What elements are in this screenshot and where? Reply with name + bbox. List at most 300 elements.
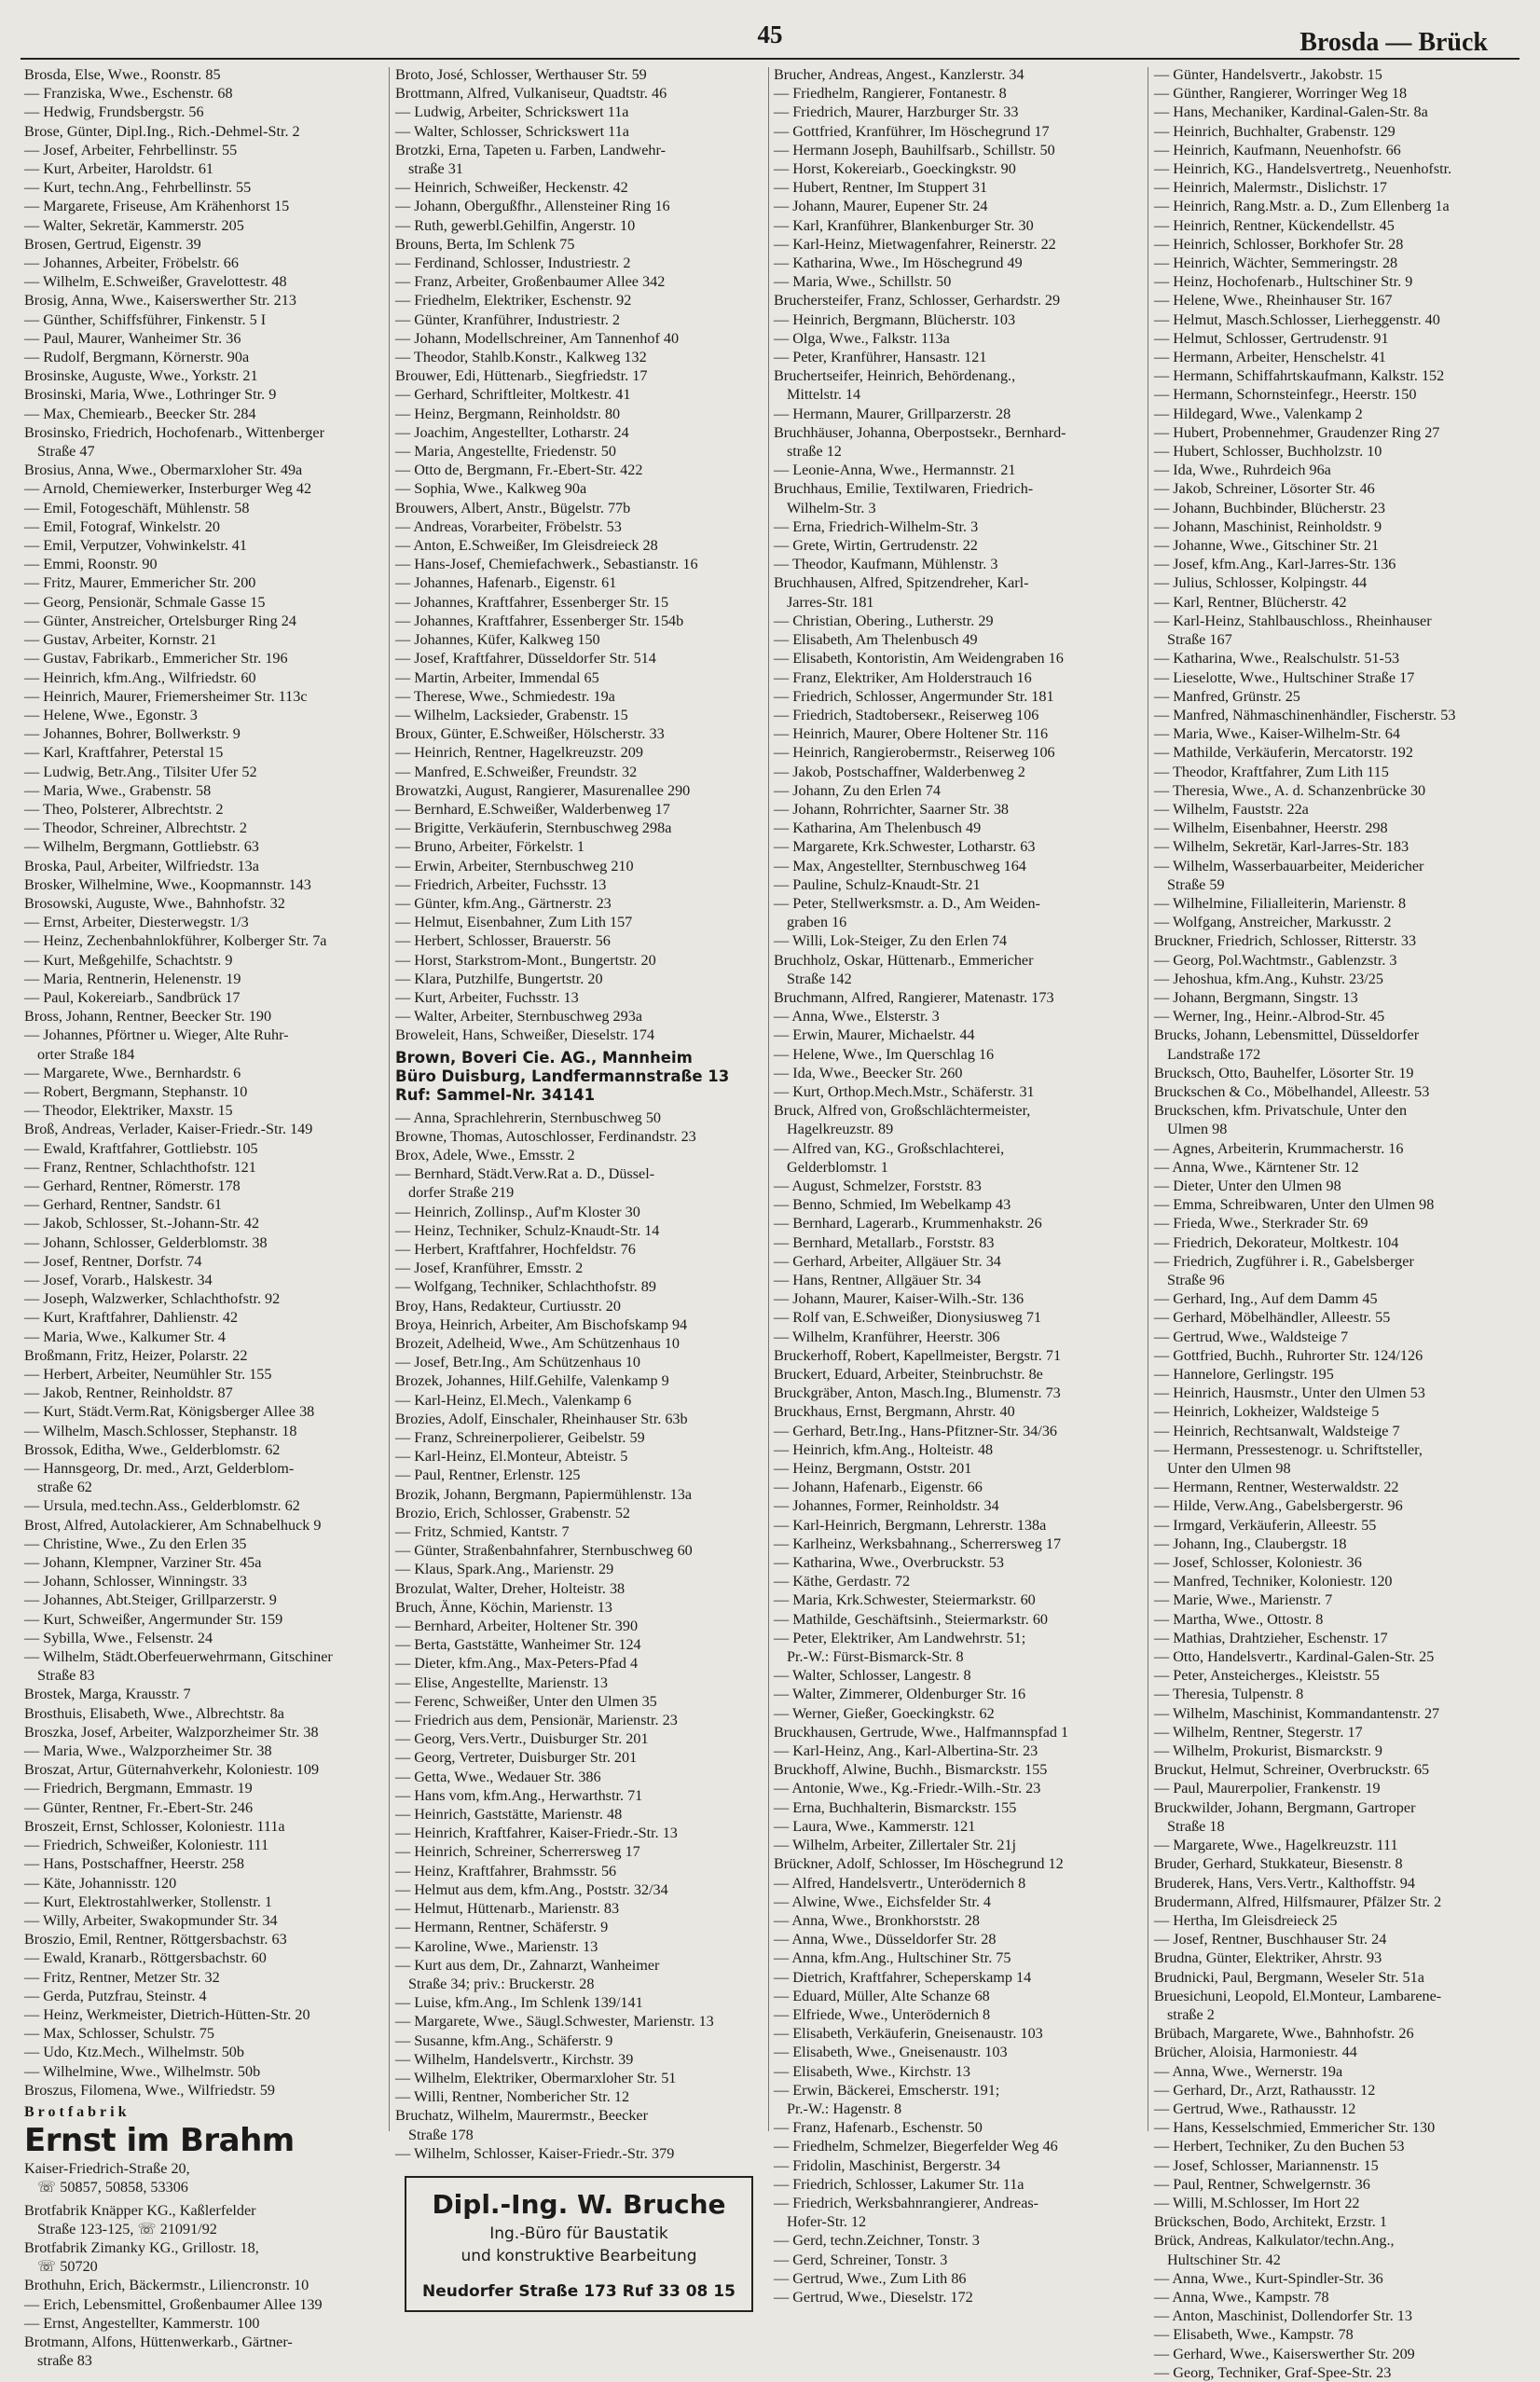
directory-entry: — Theodor, Schreiner, Albrechtstr. 2: [24, 819, 247, 837]
directory-entry: — Heinrich, Schweißer, Heckenstr. 42: [395, 179, 628, 197]
directory-entry-continuation: Straße 123-125, ☏ 21091/92: [37, 2220, 217, 2237]
directory-entry: — Elisabeth, Am Thelenbusch 49: [774, 631, 978, 649]
directory-entry: Brox, Adele, Wwe., Emsstr. 2: [395, 1146, 575, 1163]
directory-entry: — Kurt, Meßgehilfe, Schachtstr. 9: [24, 951, 233, 969]
directory-entry: — Berta, Gaststätte, Wanheimer Str. 124: [395, 1636, 641, 1654]
directory-column-3: [774, 65, 1141, 2306]
directory-entry: — Hermann, Rentner, Westerwaldstr. 22: [1154, 1479, 1399, 1496]
directory-entry: — Maria, Rentnerin, Helenenstr. 19: [24, 970, 241, 987]
directory-entry: — Anna, Wwe., Bronkhorststr. 28: [774, 1911, 980, 1929]
directory-entry: — Emil, Fotograf, Winkelstr. 20: [24, 517, 220, 535]
directory-entry: — Johannes, Former, Reinholdstr. 34: [774, 1497, 999, 1515]
directory-entry: — Walter, Schlosser, Schrickswert 11a: [395, 122, 629, 140]
directory-entry: — Katharina, Wwe., Realschulstr. 51-53: [1154, 650, 1400, 668]
directory-entry: — Kurt, Städt.Verm.Rat, Königsberger Allee 38: [24, 1403, 315, 1421]
directory-entry: — Robert, Bergmann, Stephanstr. 10: [24, 1082, 248, 1100]
directory-entry: — Theo, Polsterer, Albrechtstr. 2: [24, 800, 224, 818]
directory-entry-continuation: ☏ 50720: [37, 2258, 98, 2276]
directory-entry-continuation: Straße 167: [1167, 631, 1232, 649]
directory-entry: — Johanne, Wwe., Gitschiner Str. 21: [1154, 537, 1380, 555]
directory-entry-continuation: Unter den Ulmen 98: [1167, 1460, 1291, 1478]
directory-entry: Bross, Johann, Rentner, Beecker Str. 190: [24, 1008, 272, 1026]
directory-entry: — Ernst, Angestellter, Kammerstr. 100: [24, 2314, 260, 2332]
directory-entry: — Heinrich, Rangierobermstr., Reiserweg 106: [774, 744, 1055, 762]
directory-entry-continuation: Landstraße 172: [1167, 1045, 1261, 1063]
directory-entry: — Gerhard, Betr.Ing., Hans-Pfitzner-Str. 34/36: [774, 1422, 1058, 1439]
directory-entry: Brotmann, Alfons, Hüttenwerkarb., Gärtner-: [24, 2333, 293, 2350]
directory-entry: — Johann, Schlosser, Gelderblomstr. 38: [24, 1233, 268, 1251]
directory-entry: — Hermann, Schornsteinfegr., Heerstr. 150: [1154, 386, 1417, 404]
directory-entry: — Ruth, gewerbl.Gehilfin, Angerstr. 10: [395, 216, 636, 234]
directory-entry: — Paul, Maurerpolier, Frankenstr. 19: [1154, 1780, 1381, 1797]
directory-entry: — Peter, Elektriker, Am Landwehrstr. 51;: [774, 1629, 1026, 1646]
entry-list: [395, 65, 763, 1045]
directory-entry: — Georg, Pensionär, Schmale Gasse 15: [24, 593, 266, 611]
directory-entry: — Josef, Rentner, Buschhauser Str. 24: [1154, 1931, 1387, 1948]
directory-entry: — Friedrich, Schweißer, Koloniestr. 111: [24, 1837, 269, 1854]
directory-entry: — Hannsgeorg, Dr. med., Arzt, Gelderblom-: [24, 1460, 295, 1478]
directory-entry: Brosen, Gertrud, Eigenstr. 39: [24, 235, 201, 253]
directory-entry: — Anna, Wwe., Elsterstr. 3: [774, 1008, 940, 1026]
directory-entry: — Bernhard, Metallarb., Forststr. 83: [774, 1233, 995, 1251]
directory-entry: — Heinz, Zechenbahnlokführer, Kolberger Str. 7a: [24, 932, 327, 950]
directory-entry: Bruchersteifer, Franz, Schlosser, Gerhardstr. 29: [774, 292, 1061, 310]
directory-entry: Bruch, Änne, Köchin, Marienstr. 13: [395, 1598, 612, 1616]
directory-entry: Broß, Andreas, Verlader, Kaiser-Friedr.-Str. 149: [24, 1121, 313, 1138]
directory-entry: — Elisabeth, Wwe., Kirchstr. 13: [774, 2062, 970, 2080]
directory-entry: — Paul, Rentner, Schwelgernstr. 36: [1154, 2175, 1370, 2193]
directory-entry: — Max, Schlosser, Schulstr. 75: [24, 2025, 214, 2043]
directory-entry: Brücher, Aloisia, Harmoniestr. 44: [1154, 2044, 1357, 2061]
directory-entry: Browne, Thomas, Autoschlosser, Ferdinandstr. 23: [395, 1127, 696, 1145]
directory-entry: — Benno, Schmied, Im Webelkamp 43: [774, 1196, 1011, 1214]
directory-entry: — Johann, Obergußfhr., Allensteiner Ring 16: [395, 198, 670, 215]
directory-entry: — Jehoshua, kfm.Ang., Kuhstr. 23/25: [1154, 970, 1383, 987]
directory-entry: — Fritz, Rentner, Metzer Str. 32: [24, 1968, 220, 1986]
directory-entry: — Josef, Kraftfahrer, Düsseldorfer Str. 514: [395, 650, 656, 668]
directory-entry: Brotzki, Erna, Tapeten u. Farben, Landwehr-: [395, 141, 666, 158]
directory-entry: — Maria, Wwe., Schillstr. 50: [774, 273, 952, 291]
entry-list: [1154, 65, 1525, 2382]
directory-entry-continuation: straße 31: [408, 160, 463, 178]
directory-entry: — Herbert, Schlosser, Brauerstr. 56: [395, 932, 611, 950]
directory-entry: — Gerd, techn.Zeichner, Tonstr. 3: [774, 2232, 980, 2250]
directory-entry: — Johannes, Hafenarb., Eigenstr. 61: [395, 574, 617, 592]
directory-entry: — Erna, Friedrich-Wilhelm-Str. 3: [774, 517, 979, 535]
page-range-heading: Brosda — Brück: [1299, 28, 1488, 57]
entry-list: [774, 65, 1141, 2306]
directory-entry: — Peter, Kranführer, Hansastr. 121: [774, 349, 987, 366]
directory-entry: — Andreas, Vorarbeiter, Fröbelstr. 53: [395, 517, 622, 535]
directory-entry: Bruderek, Hans, Vers.Vertr., Kalthoffstr. 94: [1154, 1874, 1415, 1892]
header-rule: [21, 58, 1519, 60]
advertisement-brotfabrik: [24, 2103, 382, 2197]
directory-entry: — Gerhard, Schriftleiter, Moltkestr. 41: [395, 386, 631, 404]
directory-entry: — Herbert, Kraftfahrer, Hochfeldstr. 76: [395, 1240, 636, 1258]
directory-entry: — Fritz, Maurer, Emmericher Str. 200: [24, 574, 256, 592]
directory-entry: Brosinski, Maria, Wwe., Lothringer Str. 9: [24, 386, 277, 404]
directory-entry: — Georg, Vertreter, Duisburger Str. 201: [395, 1749, 638, 1767]
directory-entry: — Ida, Wwe., Beecker Str. 260: [774, 1064, 963, 1081]
directory-entry: — Emil, Fotogeschäft, Mühlenstr. 58: [24, 499, 250, 516]
directory-entry: — Fritz, Schmied, Kantstr. 7: [395, 1523, 570, 1541]
directory-entry: Broszeit, Ernst, Schlosser, Koloniestr. 111a: [24, 1817, 285, 1835]
directory-entry: — Maria, Wwe., Grabenstr. 58: [24, 781, 212, 799]
directory-entry: Bruchhausen, Alfred, Spitzendreher, Karl-: [774, 574, 1029, 592]
directory-entry: — Wolfgang, Techniker, Schlachthofstr. 89: [395, 1278, 656, 1296]
directory-entry: Bruckgräber, Anton, Masch.Ing., Blumenstr. 73: [774, 1384, 1061, 1402]
box-line: Ing.-Büro für Baustatik: [489, 2224, 668, 2243]
directory-entry: — Heinrich, Zollinsp., Auf'm Kloster 30: [395, 1203, 640, 1220]
ad-line: Ruf: Sammel-Nr. 34141: [395, 1085, 596, 1104]
directory-entry: Bruck, Alfred von, Großschlächtermeister,: [774, 1102, 1031, 1120]
directory-entry-continuation: Straße 18: [1167, 1817, 1225, 1835]
directory-entry-continuation: Pr.-W.: Hagenstr. 8: [787, 2100, 902, 2117]
directory-entry: — Friedrich, Zugführer i. R., Gabelsberger: [1154, 1252, 1414, 1270]
directory-entry: — Heinz, Techniker, Schulz-Knaudt-Str. 14: [395, 1221, 660, 1239]
directory-entry: Broszus, Filomena, Wwe., Wilfriedstr. 59: [24, 2081, 275, 2099]
directory-entry: — Johann, Buchbinder, Blücherstr. 23: [1154, 499, 1385, 516]
directory-entry: — Wilhelm, Arbeiter, Zillertaler Str. 21j: [774, 1837, 1017, 1854]
directory-entry: — Ludwig, Arbeiter, Schrickswert 11a: [395, 103, 629, 121]
directory-entry: — Ferenc, Schweißer, Unter den Ulmen 35: [395, 1692, 657, 1710]
directory-entry-continuation: Hagelkreuzstr. 89: [787, 1121, 894, 1138]
directory-entry: — Willy, Arbeiter, Swakopmunder Str. 34: [24, 1911, 278, 1929]
directory-entry: — Anton, Maschinist, Dollendorfer Str. 13: [1154, 2307, 1412, 2325]
directory-entry: — Hermann, Rentner, Schäferstr. 9: [395, 1919, 609, 1936]
box-address: Neudorfer Straße 173 Ruf 33 08 15: [422, 2281, 736, 2301]
directory-entry: Bruckner, Friedrich, Schlosser, Ritterstr. 33: [1154, 932, 1417, 950]
directory-entry: — Hedwig, Frundsbergstr. 56: [24, 103, 204, 121]
directory-entry: Broux, Günter, E.Schweißer, Hölscherstr. 33: [395, 725, 665, 743]
directory-entry: — Ida, Wwe., Ruhrdeich 96a: [1154, 461, 1331, 479]
directory-entry: — Hans, Mechaniker, Kardinal-Galen-Str. 8a: [1154, 103, 1428, 121]
directory-entry: — Wilhelmine, Wwe., Wilhelmstr. 50b: [24, 2062, 261, 2080]
directory-entry: — Manfred, Grünstr. 25: [1154, 687, 1300, 705]
directory-entry: Brozulat, Walter, Dreher, Holteistr. 38: [395, 1579, 626, 1597]
directory-entry: — Walter, Sekretär, Kammerstr. 205: [24, 216, 244, 234]
directory-entry: — Agnes, Arbeiterin, Krummacherstr. 16: [1154, 1139, 1404, 1157]
directory-entry: Brosowski, Auguste, Wwe., Bahnhofstr. 32: [24, 894, 285, 912]
directory-entry: — Ewald, Kraftfahrer, Gottliebstr. 105: [24, 1139, 258, 1157]
directory-entry: — Heinz, Bergmann, Oststr. 201: [774, 1460, 972, 1478]
directory-entry: — Erich, Lebensmittel, Großenbaumer Allee 139: [24, 2295, 323, 2313]
entry-list: [395, 1108, 763, 2163]
directory-entry: — Gertrud, Wwe., Waldsteige 7: [1154, 1328, 1349, 1345]
directory-entry-continuation: straße 62: [37, 1479, 92, 1496]
directory-entry: Bruder, Gerhard, Stukkateur, Biesenstr. 8: [1154, 1855, 1403, 1873]
directory-entry: — Erwin, Maurer, Michaelstr. 44: [774, 1026, 975, 1044]
directory-entry: — Josef, Schlosser, Mariannenstr. 15: [1154, 2156, 1379, 2174]
directory-entry: — Leonie-Anna, Wwe., Hermannstr. 21: [774, 461, 1016, 479]
directory-entry: — Irmgard, Verkäuferin, Alleestr. 55: [1154, 1516, 1377, 1534]
column-divider: [768, 67, 769, 2131]
directory-entry: — Johann, Maschinist, Reinholdstr. 9: [1154, 517, 1382, 535]
directory-entry: — Georg, Techniker, Graf-Spee-Str. 23: [1154, 2363, 1392, 2381]
directory-entry: — Johann, Bergmann, Singstr. 13: [1154, 988, 1358, 1006]
directory-entry-continuation: Straße 83: [37, 1667, 95, 1685]
directory-entry: Brozik, Johann, Bergmann, Papiermühlenstr. 13a: [395, 1485, 693, 1503]
directory-entry: — Johann, Hafenarb., Eigenstr. 66: [774, 1479, 983, 1496]
directory-entry: — Helmut aus dem, kfm.Ang., Poststr. 32/34: [395, 1880, 668, 1898]
directory-entry: — Paul, Maurer, Wanheimer Str. 36: [24, 329, 241, 347]
directory-entry: Brudna, Günter, Elektriker, Ahrstr. 93: [1154, 1949, 1382, 1967]
directory-entry: — Katharina, Am Thelenbusch 49: [774, 819, 982, 837]
directory-entry: — Friedrich, Werksbahnrangierer, Andreas-: [774, 2194, 1039, 2211]
directory-entry: — Wilhelm, E.Schweißer, Gravelottestr. 48: [24, 273, 287, 291]
directory-entry: — Otto, Handelsvertr., Kardinal-Galen-Str. 25: [1154, 1648, 1435, 1666]
directory-entry: — Klaus, Spark.Ang., Marienstr. 29: [395, 1561, 614, 1578]
directory-entry: — Christian, Obering., Lutherstr. 29: [774, 612, 994, 629]
directory-entry: — Hubert, Schlosser, Buchholzstr. 10: [1154, 443, 1382, 461]
directory-entry: Bruckut, Helmut, Schreiner, Overbruckstr. 65: [1154, 1761, 1430, 1779]
directory-entry: — Elisabeth, Wwe., Kampstr. 78: [1154, 2326, 1354, 2344]
advertisement-bruche-box: [405, 2176, 753, 2312]
directory-entry: — Maria, Wwe., Kaiser-Wilhelm-Str. 64: [1154, 725, 1400, 743]
directory-entry: — Johannes, Kraftfahrer, Essenberger Str. 15: [395, 593, 669, 611]
directory-entry: — Friedhelm, Schmelzer, Biegerfelder Weg 46: [774, 2138, 1058, 2155]
directory-entry: — Theodor, Stahlb.Konstr., Kalkweg 132: [395, 349, 647, 366]
directory-entry: — Rolf van, E.Schweißer, Dionysiusweg 71: [774, 1309, 1042, 1327]
ad-line: Brown, Boveri Cie. AG., Mannheim: [395, 1048, 693, 1067]
directory-entry: — Anna, Wwe., Kurt-Spindler-Str. 36: [1154, 2269, 1383, 2287]
directory-entry: — Hans, Kesselschmied, Emmericher Str. 130: [1154, 2119, 1436, 2137]
directory-entry: — Franz, Hafenarb., Eschenstr. 50: [774, 2119, 983, 2137]
directory-entry: — Johannes, Bohrer, Bollwerkstr. 9: [24, 725, 241, 743]
directory-entry-continuation: Mittelstr. 14: [787, 386, 861, 404]
directory-entry: — Lieselotte, Wwe., Hultschiner Straße 17: [1154, 668, 1415, 686]
directory-entry: — Gerhard, Dr., Arzt, Rathausstr. 12: [1154, 2081, 1376, 2099]
directory-entry: — Franziska, Wwe., Eschenstr. 68: [24, 85, 233, 103]
directory-column-1: [24, 65, 382, 2370]
directory-entry: — Gottfried, Buchh., Ruhrorter Str. 124/126: [1154, 1346, 1423, 1364]
directory-entry: — Ernst, Arbeiter, Diesterwegstr. 1/3: [24, 914, 249, 931]
directory-entry: — Therese, Wwe., Schmiedestr. 19a: [395, 687, 615, 705]
directory-entry: — Martha, Wwe., Ottostr. 8: [1154, 1610, 1324, 1628]
directory-entry: — Karl-Heinrich, Bergmann, Lehrerstr. 138a: [774, 1516, 1047, 1534]
directory-entry: — Paul, Rentner, Erlenstr. 125: [395, 1466, 581, 1484]
directory-entry: — Johann, Ing., Claubergstr. 18: [1154, 1535, 1347, 1552]
directory-entry: — Friedrich, Bergmann, Emmastr. 19: [24, 1780, 253, 1797]
directory-entry: — Heinrich, Kaufmann, Neuenhofstr. 66: [1154, 141, 1401, 158]
directory-entry: — Karl-Heinz, Stahlbauschloss., Rheinhauser: [1154, 612, 1432, 629]
directory-entry: — Wilhelm, Sekretär, Karl-Jarres-Str. 183: [1154, 838, 1409, 856]
directory-entry: — Frieda, Wwe., Sterkrader Str. 69: [1154, 1215, 1368, 1232]
directory-entry: — Joachim, Angestellter, Lotharstr. 24: [395, 423, 629, 441]
directory-entry: — Horst, Kokereiarb., Goeckingkstr. 90: [774, 160, 1016, 178]
directory-entry: — Margarete, Friseuse, Am Krähenhorst 15: [24, 198, 290, 215]
directory-entry: Brudnicki, Paul, Bergmann, Weseler Str. 51a: [1154, 1968, 1424, 1986]
directory-entry: — Elisabeth, Verkäuferin, Gneisenaustr. 103: [774, 2025, 1043, 2043]
directory-entry: Broßmann, Fritz, Heizer, Polarstr. 22: [24, 1346, 248, 1364]
directory-entry: — Susanne, kfm.Ang., Schäferstr. 9: [395, 2031, 613, 2049]
directory-entry: — Helene, Wwe., Rheinhauser Str. 167: [1154, 292, 1393, 310]
directory-entry: — Kurt, Orthop.Mech.Mstr., Schäferstr. 31: [774, 1082, 1035, 1100]
directory-entry-continuation: Straße 47: [37, 443, 95, 461]
directory-entry: — Heinz, Werkmeister, Dietrich-Hütten-Str. 20: [24, 2005, 310, 2023]
directory-entry: — Pauline, Schulz-Knaudt-Str. 21: [774, 875, 981, 893]
directory-entry: — Heinrich, Malermstr., Dislichstr. 17: [1154, 179, 1387, 197]
ad-line: Büro Duisburg, Landfermannstraße 13: [395, 1067, 730, 1085]
directory-entry: — Wilhelm, Lacksieder, Grabenstr. 15: [395, 706, 628, 723]
directory-entry: Bruckerhoff, Robert, Kapellmeister, Bergstr. 71: [774, 1346, 1062, 1364]
directory-entry: — Jakob, Schreiner, Lösorter Str. 46: [1154, 480, 1375, 498]
directory-entry: — Gertrud, Wwe., Rathausstr. 12: [1154, 2100, 1356, 2117]
directory-entry: — Fridolin, Maschinist, Bergerstr. 34: [774, 2156, 1000, 2174]
directory-entry: — Karoline, Wwe., Marienstr. 13: [395, 1937, 598, 1955]
directory-entry: — Katharina, Wwe., Im Höschegrund 49: [774, 255, 1023, 272]
directory-entry: — Heinz, Hochofenarb., Hultschiner Str. 9: [1154, 273, 1413, 291]
directory-entry: — Wilhelm, Städt.Oberfeuerwehrmann, Gitschiner: [24, 1648, 333, 1666]
directory-entry: Brückner, Adolf, Schlosser, Im Höschegrund 12: [774, 1855, 1064, 1873]
directory-entry: — Friedrich, Arbeiter, Fuchsstr. 13: [395, 875, 607, 893]
directory-entry: — Heinrich, Rentner, Hagelkreuzstr. 209: [395, 744, 643, 762]
directory-entry: — Josef, Kranführer, Emsstr. 2: [395, 1260, 584, 1277]
directory-entry: — Karl, Kraftfahrer, Peterstal 15: [24, 744, 224, 762]
directory-entry: — Gustav, Arbeiter, Kornstr. 21: [24, 631, 217, 649]
directory-entry: Bruckhausen, Gertrude, Wwe., Halfmannspfad 1: [774, 1723, 1069, 1741]
directory-entry: — Elfriede, Wwe., Unterödernich 8: [774, 2005, 991, 2023]
directory-entry: — Kurt, techn.Ang., Fehrbellinstr. 55: [24, 179, 252, 197]
directory-entry: Bruchatz, Wilhelm, Maurermstr., Beecker: [395, 2107, 648, 2125]
directory-entry: — Karl-Heinz, El.Monteur, Abteistr. 5: [395, 1448, 628, 1466]
directory-entry: — Walter, Arbeiter, Sternbuschweg 293a: [395, 1008, 643, 1026]
directory-entry: — Manfred, E.Schweißer, Freundstr. 32: [395, 763, 638, 780]
directory-entry: — Wilhelm, Elektriker, Obermarxloher Str. 51: [395, 2069, 677, 2086]
directory-entry: — Johann, Rohrrichter, Saarner Str. 38: [774, 800, 1010, 818]
directory-entry: — Dieter, Unter den Ulmen 98: [1154, 1177, 1341, 1194]
directory-entry: — Käthe, Gerdastr. 72: [774, 1573, 911, 1590]
directory-entry: — Ludwig, Betr.Ang., Tilsiter Ufer 52: [24, 763, 257, 780]
directory-entry: — Wilhelmine, Filialleiterin, Marienstr. 8: [1154, 894, 1407, 912]
directory-entry: — Johann, Schlosser, Winningstr. 33: [24, 1573, 247, 1590]
column-divider: [389, 67, 390, 2131]
directory-entry: — Josef, Vorarb., Halskestr. 34: [24, 1272, 213, 1288]
directory-entry: Brouwer, Edi, Hüttenarb., Siegfriedstr. 17: [395, 367, 648, 385]
directory-entry: — Hannelore, Gerlingstr. 195: [1154, 1366, 1334, 1384]
ad-street: Kaiser-Friedrich-Straße 20,: [24, 2160, 190, 2178]
directory-entry: — Hertha, Im Gleisdreieck 25: [1154, 1911, 1338, 1929]
directory-entry: — Heinrich, KG., Handelsvertretg., Neuenhofstr.: [1154, 160, 1452, 178]
directory-entry: — Gerhard, Möbelhändler, Alleestr. 55: [1154, 1309, 1391, 1327]
directory-entry: — Helene, Wwe., Im Querschlag 16: [774, 1045, 995, 1063]
directory-entry: — Hermann, Arbeiter, Henschelstr. 41: [1154, 349, 1386, 366]
directory-entry: Brosius, Anna, Wwe., Obermarxloher Str. 49a: [24, 461, 303, 479]
directory-entry: — Helene, Wwe., Egonstr. 3: [24, 706, 198, 723]
directory-entry: Bruckhaus, Ernst, Bergmann, Ahrstr. 40: [774, 1403, 1015, 1421]
directory-entry: Bruchhaus, Emilie, Textilwaren, Friedrich-: [774, 480, 1034, 498]
directory-entry: — Mathias, Drahtzieher, Eschenstr. 17: [1154, 1629, 1388, 1646]
directory-entry: — Jakob, Postschaffner, Walderbenweg 2: [774, 763, 1025, 780]
directory-entry: — Marie, Wwe., Marienstr. 7: [1154, 1591, 1333, 1609]
directory-entry: — Maria, Krk.Schwester, Steiermarkstr. 60: [774, 1591, 1036, 1609]
directory-entry: — Wilhelm, Wasserbauarbeiter, Meidericher: [1154, 857, 1424, 874]
directory-entry-continuation: Straße 178: [408, 2126, 474, 2143]
directory-entry: — Dietrich, Kraftfahrer, Scheperskamp 14: [774, 1968, 1032, 1986]
directory-entry: Brotfabrik Zimanky KG., Grillostr. 18,: [24, 2238, 259, 2256]
directory-entry: — Karl, Kranführer, Blankenburger Str. 30: [774, 216, 1034, 234]
directory-entry: — Friedrich, Stadtoberseкr., Reiserweg 106: [774, 706, 1039, 723]
directory-entry-continuation: straße 2: [1167, 2005, 1215, 2023]
directory-entry-continuation: Pr.-W.: Fürst-Bismarck-Str. 8: [787, 1648, 964, 1666]
directory-entry: — Alfred van, KG., Großschlachterei,: [774, 1139, 1005, 1157]
directory-entry: — Karl-Heinz, Mietwagenfahrer, Reinerstr. 22: [774, 235, 1056, 253]
directory-entry: — Christine, Wwe., Zu den Erlen 35: [24, 1535, 247, 1552]
directory-entry: — Johann, Klempner, Varziner Str. 45a: [24, 1554, 262, 1572]
directory-entry: — Elisabeth, Kontoristin, Am Weidengraben 16: [774, 650, 1064, 668]
directory-entry: — Gertrud, Wwe., Dieselstr. 172: [774, 2288, 973, 2306]
directory-entry: — Emma, Schreibwaren, Unter den Ulmen 98: [1154, 1196, 1435, 1214]
directory-entry: Browatzki, August, Rangierer, Masurenallee 290: [395, 781, 691, 799]
ad-company-name: Ernst im Brahm: [24, 2122, 295, 2160]
directory-entry-continuation: dorfer Straße 219: [408, 1184, 515, 1202]
directory-entry: — Heinrich, Schlosser, Borkhofer Str. 28: [1154, 235, 1404, 253]
directory-entry: Bruchholz, Oskar, Hüttenarb., Emmericher: [774, 951, 1034, 969]
directory-entry: — Georg, Vers.Vertr., Duisburger Str. 201: [395, 1730, 649, 1748]
directory-entry: — Karl-Heinz, El.Mech., Valenkamp 6: [395, 1391, 632, 1409]
directory-entry: Bruchertseifer, Heinrich, Behördenang.,: [774, 367, 1016, 385]
directory-entry: Brottmann, Alfred, Vulkaniseur, Quadtstr. 46: [395, 85, 667, 103]
directory-entry: — Theodor, Kraftfahrer, Zum Lith 115: [1154, 763, 1389, 780]
directory-entry: — Heinrich, Maurer, Obere Holtener Str. 116: [774, 725, 1049, 743]
directory-entry: — Wolfgang, Anstreicher, Markusstr. 2: [1154, 914, 1392, 931]
directory-entry: — Peter, Stellwerksmstr. a. D., Am Weiden-: [774, 894, 1040, 912]
directory-entry: Bruchmann, Alfred, Rangierer, Matenastr. 173: [774, 988, 1054, 1006]
directory-entry: — Friedrich, Maurer, Harzburger Str. 33: [774, 103, 1019, 121]
directory-entry: — Kurt, Schweißer, Angermunder Str. 159: [24, 1610, 283, 1628]
directory-entry: — Heinz, Bergmann, Reinholdstr. 80: [395, 405, 621, 422]
directory-entry: — Hermann, Schiffahrtskaufmann, Kalkstr. 152: [1154, 367, 1445, 385]
directory-entry: Brouwers, Albert, Anstr., Bügelstr. 77b: [395, 499, 631, 516]
directory-entry: — Theodor, Kaufmann, Mühlenstr. 3: [774, 556, 998, 573]
directory-entry: — Friedrich aus dem, Pensionär, Marienstr. 23: [395, 1712, 678, 1729]
directory-entry: Brossok, Editha, Wwe., Gelderblomstr. 62: [24, 1440, 281, 1458]
directory-entry: — Wilhelm, Prokurist, Bismarckstr. 9: [1154, 1742, 1383, 1760]
directory-entry: Brosinske, Auguste, Wwe., Yorkstr. 21: [24, 367, 258, 385]
directory-entry: — Hubert, Rentner, Im Stuppert 31: [774, 179, 988, 197]
directory-entry: — Laura, Wwe., Kammerstr. 121: [774, 1817, 976, 1835]
directory-entry: Broszio, Emil, Rentner, Röttgersbachstr. 63: [24, 1931, 287, 1948]
directory-entry: — Grete, Wirtin, Gertrudenstr. 22: [774, 537, 978, 555]
directory-entry: — Kurt, Arbeiter, Fuchsstr. 13: [395, 988, 579, 1006]
directory-entry: — Margarete, Wwe., Säugl.Schwester, Marienstr. 13: [395, 2013, 714, 2031]
directory-entry-continuation: Straße 142: [787, 970, 852, 987]
directory-entry: — Johann, Modellschreiner, Am Tannenhof 40: [395, 329, 680, 347]
directory-entry: — Bernhard, Arbeiter, Holtener Str. 390: [395, 1618, 639, 1635]
directory-entry: — Hermann Joseph, Bauhilfsarb., Schillstr. 50: [774, 141, 1055, 158]
directory-entry: — Herbert, Arbeiter, Neumühler Str. 155: [24, 1366, 272, 1384]
directory-entry: — Katharina, Wwe., Overbruckstr. 53: [774, 1554, 1004, 1572]
directory-entry: — Herbert, Techniker, Zu den Buchen 53: [1154, 2138, 1405, 2155]
directory-entry: — Franz, Arbeiter, Großenbaumer Allee 342: [395, 273, 666, 291]
directory-entry: — Max, Chemiearb., Beecker Str. 284: [24, 405, 256, 422]
page-number: 45: [757, 21, 783, 48]
directory-entry: Brudermann, Alfred, Hilfsmaurer, Pfälzer Str. 2: [1154, 1893, 1442, 1910]
directory-entry: — Hans-Josef, Chemiefachwerk., Sebastianstr. 16: [395, 556, 698, 573]
directory-entry: Brucksch, Otto, Bauhelfer, Lösorter Str. 19: [1154, 1064, 1414, 1081]
directory-entry: — Kurt aus dem, Dr., Zahnarzt, Wanheimer: [395, 1956, 660, 1974]
directory-entry: Bruesichuni, Leopold, El.Monteur, Lambarene-: [1154, 1987, 1442, 2004]
directory-entry: — Paul, Kokereiarb., Sandbrück 17: [24, 988, 241, 1006]
directory-entry: — Heinrich, Schreiner, Scherrersweg 17: [395, 1843, 640, 1861]
directory-column-4: [1154, 65, 1525, 2381]
directory-entry-continuation: Straße 96: [1167, 1272, 1225, 1288]
directory-entry: — Olga, Wwe., Falkstr. 113a: [774, 329, 950, 347]
directory-entry: — Manfred, Nähmaschinenhändler, Fischerstr. 53: [1154, 706, 1456, 723]
directory-entry: Brucher, Andreas, Angest., Kanzlerstr. 34: [774, 66, 1024, 83]
directory-entry-continuation: straße 83: [37, 2352, 92, 2370]
directory-entry: Broy, Hans, Redakteur, Curtiusstr. 20: [395, 1297, 621, 1315]
